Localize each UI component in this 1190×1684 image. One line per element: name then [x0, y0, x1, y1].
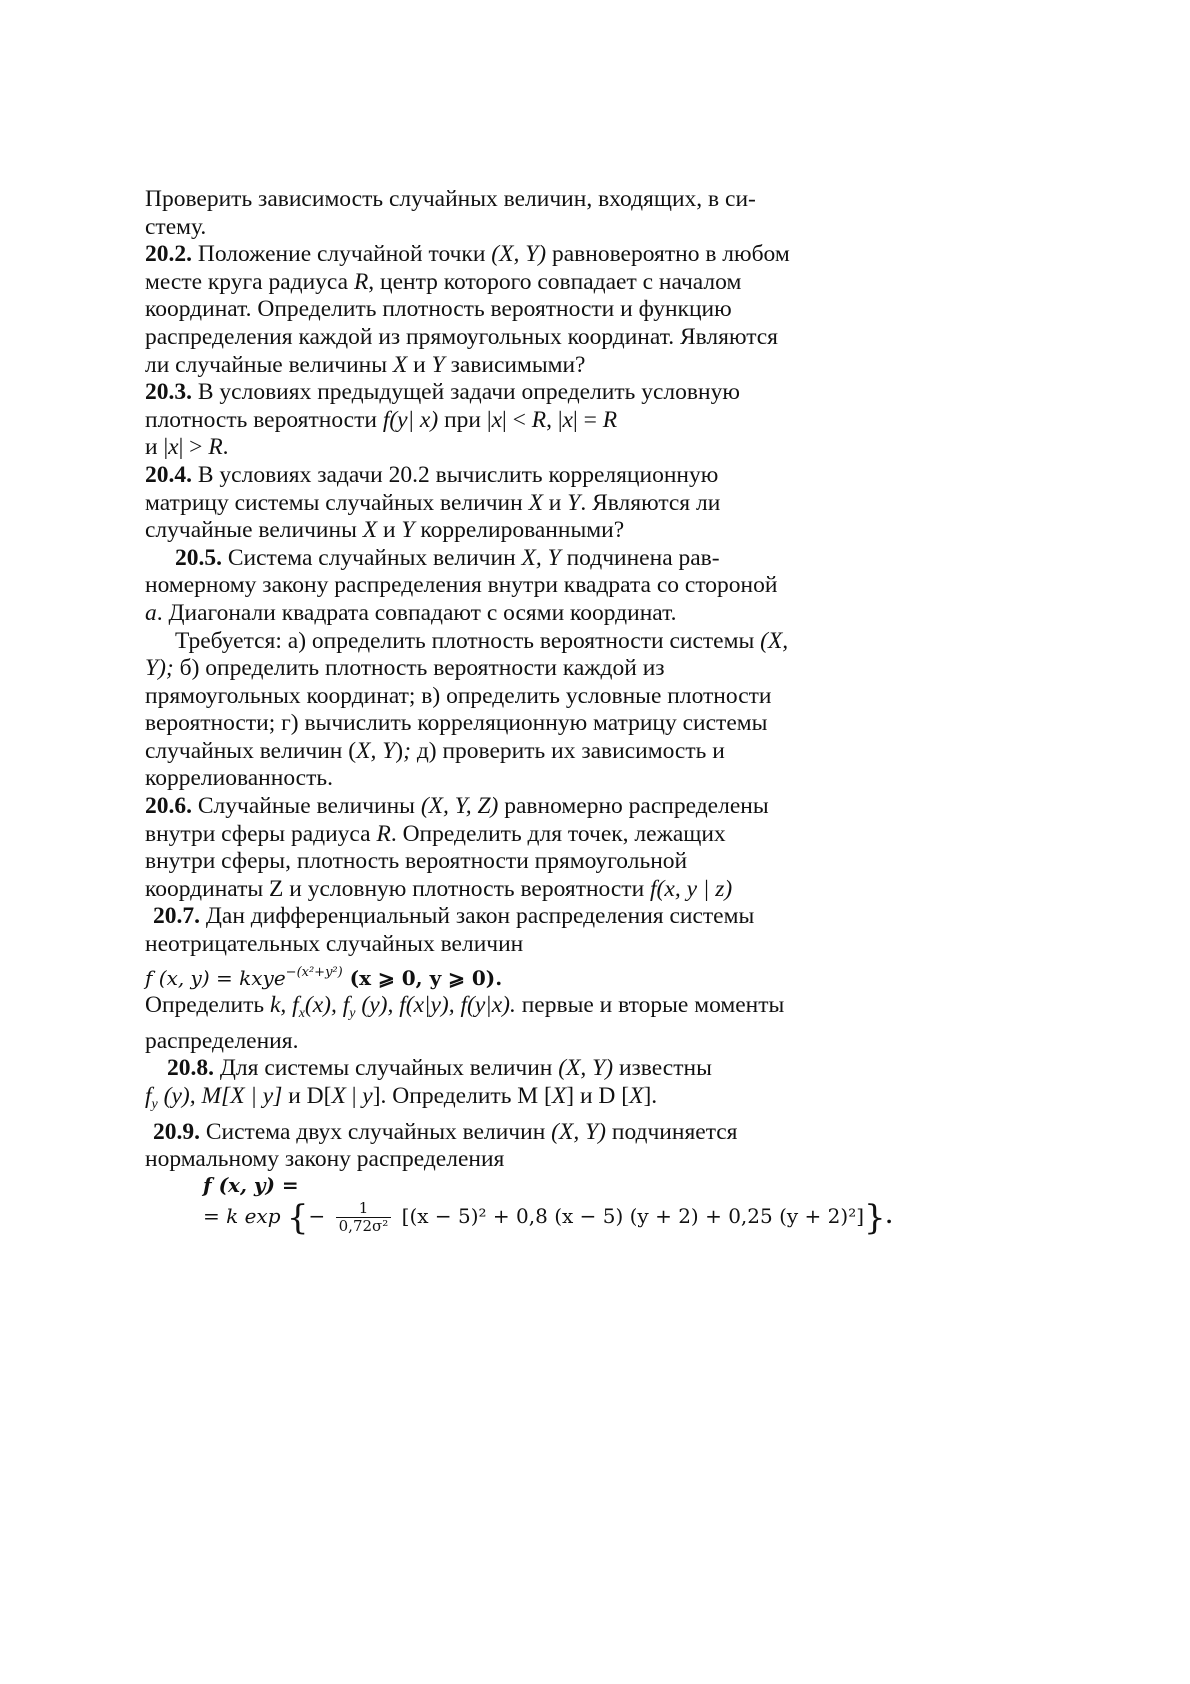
problem-20-5: 20.5. Система случайных величин X, Y подчинена рав-: [175, 544, 720, 571]
problem-20-8: 20.8. Для системы случайных величин (X, Y) известны: [167, 1055, 712, 1082]
problem-text-line: вероятности; г) вычислить корреляционную матрицу системы: [145, 710, 768, 737]
density-formula: f (x, y) = kxye$^{-(x^2+y^2)}$ (x ⩾ 0, y ⩾ 0).: [145, 964, 503, 990]
problem-20-3: 20.3. В условиях предыдущей задачи определить условную: [145, 379, 740, 406]
problem-text-line: плотность вероятности f(y| x) при |x| < R, |x| = R: [145, 406, 618, 433]
problem-text-line: Определить k, $f_x(x)$, $f_y$ (y), f(x|y), f(y|x). первые и вторые моменты: [145, 992, 785, 1022]
normal-distribution-formula: [203, 1170, 893, 1238]
problem-text-line: Требуется: а) определить плотность вероятности системы (X,: [175, 627, 789, 654]
problem-20-9: 20.9. Система двух случайных величин (X, Y) подчиняется: [153, 1118, 738, 1145]
problem-number: 20.4.: [145, 461, 192, 488]
problem-number: 20.9.: [153, 1118, 200, 1145]
problem-text-line: неотрицательных случайных величин: [145, 931, 524, 958]
problem-number: 20.5.: [175, 544, 222, 571]
intro-line: Проверить зависимость случайных величин, входящих, в си-: [145, 186, 756, 212]
formula-line-1: f (x, y) =: [203, 1173, 299, 1197]
problem-text-line: распределения.: [145, 1027, 299, 1054]
problem-number: 20.2.: [145, 241, 192, 268]
problem-text-line: Y); б) определить плотность вероятности каждой из: [145, 655, 665, 682]
problem-text-line: внутри сферы радиуса R. Определить для точек, лежащих: [145, 820, 726, 847]
problem-number: 20.3.: [145, 379, 192, 406]
problem-text-line: коррелиованность.: [145, 765, 333, 792]
problem-text-line: ли случайные величины X и Y зависимыми?: [145, 351, 586, 378]
problem-text-line: внутри сферы, плотность вероятности прямоугольной: [145, 848, 688, 875]
close-brace: }: [864, 1198, 886, 1238]
problem-text-line: и |x| > R.: [145, 434, 229, 461]
problem-text-line: случайных величин (X, Y); д) проверить их зависимость и: [145, 737, 725, 764]
intro-line: стему.: [145, 213, 207, 240]
problem-text-line: $f_y$ (y), M[X | y] и D[X | y]. Определить М [X] и D [X].: [145, 1083, 658, 1112]
problem-text-line: случайные величины X и Y коррелированными?: [145, 517, 625, 544]
fraction: $\frac{1}{\text{0,72σ²}}$: [336, 1200, 392, 1235]
problem-20-4: 20.4. В условиях задачи 20.2 вычислить корреляционную: [145, 461, 719, 488]
problem-text-line: нормальному закону распределения: [145, 1146, 505, 1173]
formula-line-2: = k exp {− $\frac{1}{\text{0,72σ²}}$ [(x − 5)² + 0,8 (x − 5) (y + 2) + 0,25 (y + 2)²]}.: [203, 1198, 893, 1238]
problem-number: 20.8.: [167, 1055, 214, 1082]
problem-text-line: распределения каждой из прямоугольных координат. Являются: [145, 323, 778, 350]
problem-text: [145, 186, 825, 1174]
problem-text-line: координат. Определить плотность вероятности и функцию: [145, 296, 732, 323]
problem-text-line: месте круга радиуса R, центр которого совпадает с началом: [145, 268, 742, 295]
problem-20-6: 20.6. Случайные величины (X, Y, Z) равномерно распределены: [145, 793, 769, 820]
problem-number: 20.6.: [145, 793, 192, 820]
problem-number: 20.7.: [153, 903, 200, 930]
problem-text-line: a. Диагонали квадрата совпадают с осями координат.: [145, 599, 677, 626]
problem-text-line: матрицу системы случайных величин X и Y. Являются ли: [145, 489, 721, 516]
problem-text-line: номерному закону распределения внутри квадрата со стороной: [145, 572, 778, 599]
open-brace: {: [286, 1198, 309, 1238]
problem-20-7: 20.7. Дан дифференциальный закон распределения системы: [153, 903, 755, 930]
problem-20-2: 20.2. Положение случайной точки (X, Y) равновероятно в любом: [145, 241, 790, 268]
problem-text-line: прямоугольных координат; в) определить условные плотности: [145, 682, 772, 709]
problem-text-line: координаты Z и условную плотность вероятности f(x, y | z): [145, 875, 733, 902]
